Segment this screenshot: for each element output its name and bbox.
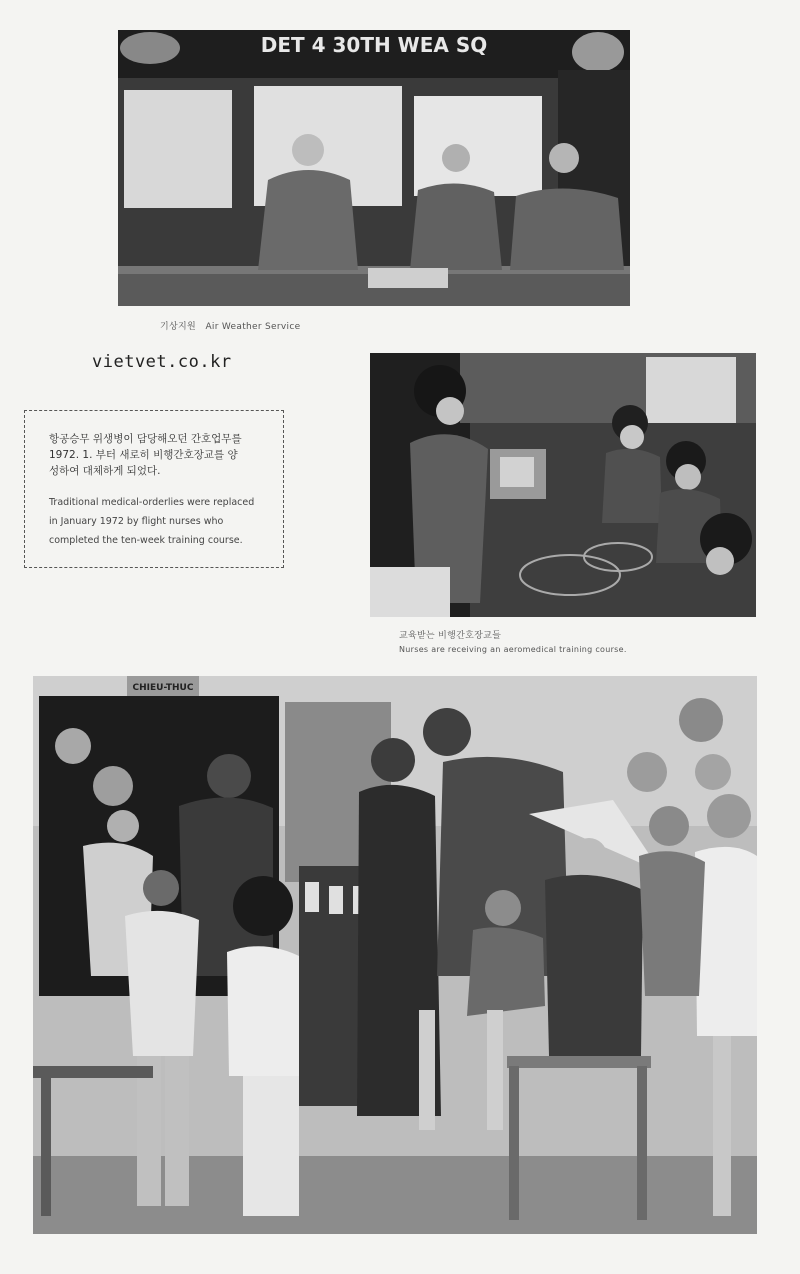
en-line: Traditional medical-orderlies were replaced	[49, 497, 255, 508]
caption-nurses-en: Nurses are receiving an aeromedical training course.	[399, 645, 627, 654]
office-sign: DET 4 30TH WEA SQ	[260, 33, 488, 57]
caption-weather-kr: 기상지원	[160, 322, 196, 332]
photo-nurse-training	[370, 353, 756, 617]
description-english	[49, 493, 265, 550]
caption-weather	[160, 319, 300, 332]
caption-weather-en: Air Weather Service	[205, 322, 301, 332]
photo-weather-office	[118, 30, 630, 306]
en-line: in January 1972 by flight nurses who	[49, 516, 224, 527]
door-sign: CHIEU-THUC	[132, 683, 194, 693]
en-line: completed the ten-week training course.	[49, 535, 243, 546]
description-box	[24, 410, 284, 568]
kr-line: 성하여 대체하게 되었다.	[49, 465, 161, 477]
photo-nurse-training-image	[370, 353, 756, 617]
photo-weather-office-image	[118, 30, 630, 306]
kr-line: 항공승무 위생병이 담당해오던 간호업무를	[49, 433, 242, 445]
photo-village-clinic-image	[33, 676, 757, 1234]
site-watermark: vietvet.co.kr	[92, 352, 232, 372]
photo-village-clinic	[33, 676, 757, 1234]
kr-line: 1972. 1. 부터 새로히 비행간호장교를 양	[49, 449, 238, 461]
description-korean	[49, 431, 265, 479]
caption-nurses-kr: 교육받는 비행간호장교들	[399, 631, 502, 641]
